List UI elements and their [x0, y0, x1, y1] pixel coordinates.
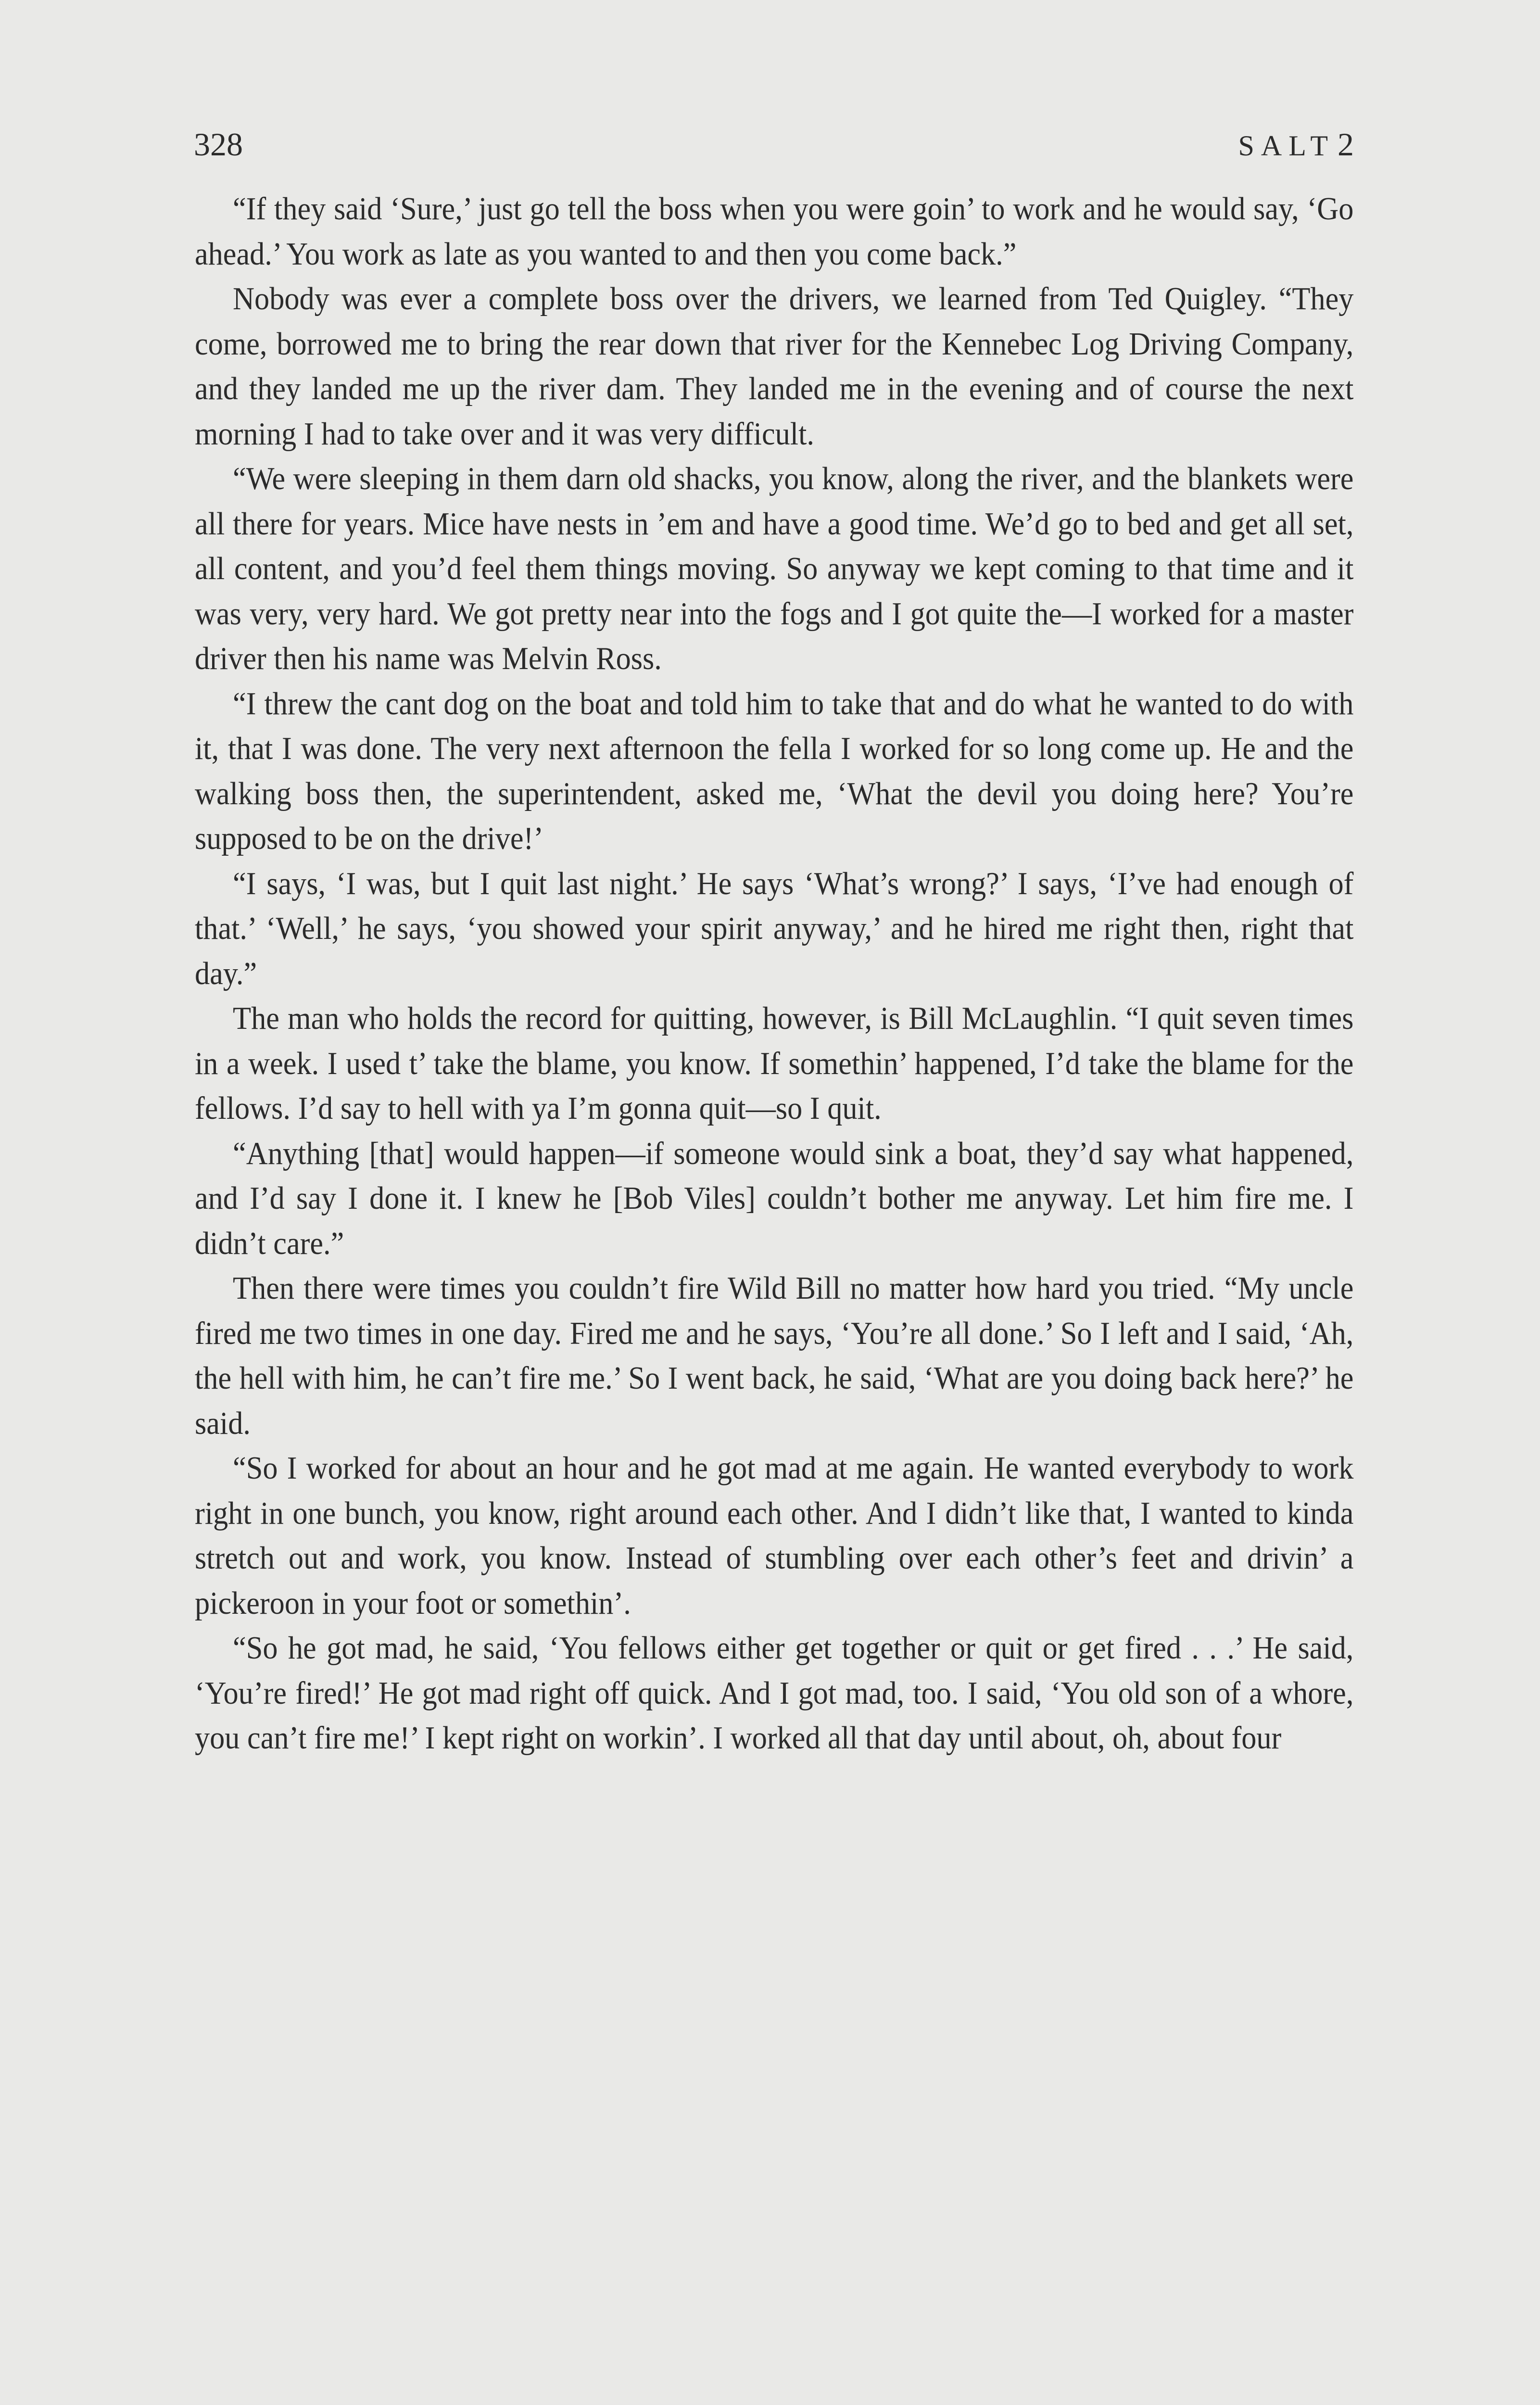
paragraph: “We were sleeping in them darn old shacks, you know, along the river, and the blankets were all there for years. Mice have nests in ’em and have a good time. We’d go to bed and get all set, all content, and you’d feel them things moving. So anyway we kept coming to that time and it was very, very hard. We got pretty near into the fogs and I got quite the—I worked for a master driver then his name was Melvin Ross.: [195, 461, 1354, 676]
paragraph: “Anything [that] would happen—if someone would sink a boat, they’d say what happened, and I’d say I done it. I knew he [Bob Viles] couldn’t bother me anyway. Let him fire me. I didn’t care.”: [195, 1135, 1354, 1261]
paragraph: Then there were times you couldn’t fire Wild Bill no matter how hard you tried. “My uncle fired me two times in one day. Fired me and he says, ‘You’re all done.’ So I left and I said, ‘Ah, the hell with him, he can’t fire me.’ So I went back, he said, ‘What are you doing back here?’ he said.: [195, 1270, 1354, 1441]
paragraph: “So he got mad, he said, ‘You fellows either get together or quit or get fired . . .’ He said, ‘You’re fired!’ He got mad right off quick. And I got mad, too. I said, ‘You old son of a whore, you can’t fire me!’ I kept right on workin’. I worked all that day until about, oh, about four: [195, 1630, 1354, 1756]
paragraph: The man who holds the record for quitting, however, is Bill McLaughlin. “I quit seven times in a week. I used t’ take the blame, you know. If somethin’ happened, I’d take the blame for the fellows. I’d say to hell with ya I’m gonna quit—so I quit.: [195, 1000, 1354, 1126]
paragraph: “I says, ‘I was, but I quit last night.’ He says ‘What’s wrong?’ I says, ‘I’ve had enough of that.’ ‘Well,’ he says, ‘you showed your spirit anyway,’ and he hired me right then, right that day.”: [195, 865, 1354, 991]
running-head: [1238, 123, 1354, 167]
running-head-volume: 2: [1338, 126, 1354, 163]
page-header: [194, 123, 1354, 166]
paragraph: Nobody was ever a complete boss over the drivers, we learned from Ted Quigley. “They come, borrowed me to bring the rear down that river for the Kennebec Log Driving Company, and they landed me up the river dam. They landed me in the evening and of course the next morning I had to take over and it was very difficult.: [195, 281, 1354, 452]
body-text: [195, 187, 1354, 1761]
running-head-title: SALT: [1238, 130, 1335, 162]
paragraph: “I threw the cant dog on the boat and told him to take that and do what he wanted to do with it, that I was done. The very next afternoon the fella I worked for so long come up. He and the walking boss then, the superintendent, asked me, ‘What the devil you doing here? You’re supposed to be on the drive!’: [195, 685, 1354, 856]
paragraph: “So I worked for about an hour and he got mad at me again. He wanted everybody to work right in one bunch, you know, right around each other. And I didn’t like that, I wanted to kinda stretch out and work, you know. Instead of stumbling over each other’s feet and drivin’ a pickeroon in your foot or somethin’.: [195, 1450, 1354, 1621]
paragraph: “If they said ‘Sure,’ just go tell the boss when you were goin’ to work and he would say, ‘Go ahead.’ You work as late as you wanted to and then you come back.”: [195, 191, 1354, 272]
page-number: 328: [194, 126, 243, 163]
